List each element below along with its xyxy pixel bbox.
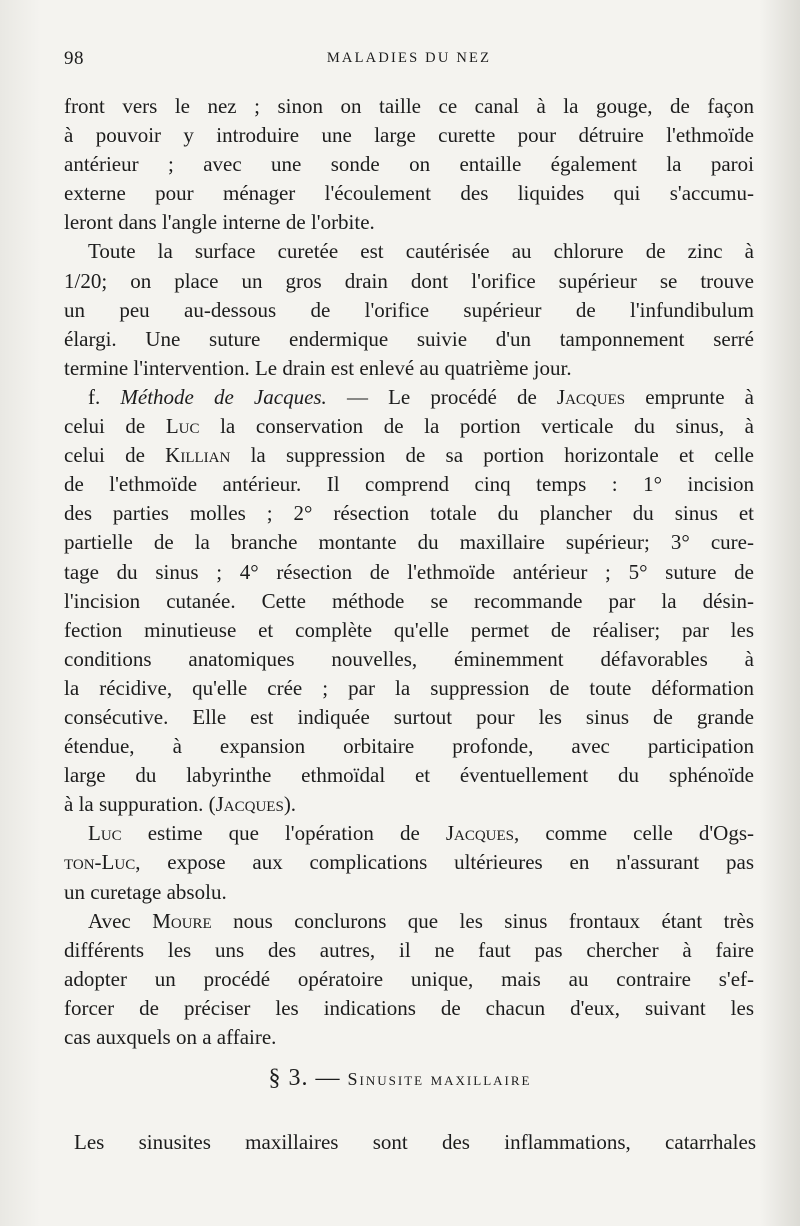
author-name: Killian <box>165 443 231 468</box>
text-span: la conservation de la portion verticale du sinus, à <box>199 414 754 439</box>
text-line: de l'ethmoïde antérieur. Il comprend cinq temps : 1° incision <box>64 472 754 497</box>
text-line: un peu au-dessous de l'orifice supérieur de l'infundibulum <box>64 297 754 322</box>
page-number: 98 <box>64 48 84 69</box>
section-number: § 3. — <box>268 1065 348 1091</box>
text-line <box>64 790 754 819</box>
text-line: partielle de la branche montante du maxillaire supérieur; 3° cure- <box>64 530 754 555</box>
author-name: Luc <box>88 821 122 846</box>
method-title: Méthode de Jacques. <box>120 384 327 409</box>
text-span: ). <box>283 792 297 817</box>
text-line: leront dans l'angle interne de l'orbite. <box>64 210 375 235</box>
text-line: adopter un procédé opératoire unique, mais au contraire s'ef- <box>64 966 754 991</box>
author-name: Luc <box>165 414 200 439</box>
text-span: celui de <box>64 414 166 439</box>
author-name: Moure <box>152 908 212 933</box>
text-line: à pouvoir y introduire une large curette pour détruire l'ethmoïde <box>64 123 754 148</box>
running-title: MALADIES DU NEZ <box>326 50 492 66</box>
text-line <box>64 383 754 412</box>
text-line <box>64 412 754 441</box>
text-span: , expose aux complications ultérieures en n'assurant pas <box>135 850 754 875</box>
text-line: termine l'intervention. Le drain est enlevé au quatrième jour. <box>64 355 572 380</box>
text-span: , comme celle d'Ogs- <box>514 821 754 846</box>
text-line: l'incision cutanée. Cette méthode se recommande par la désin- <box>64 588 754 613</box>
text-line <box>64 819 754 848</box>
text-line: élargi. Une suture endermique suivie d'un tamponnement serré <box>64 326 754 351</box>
text-span: — Le procédé de <box>326 384 557 409</box>
author-name: Jacques <box>445 821 515 846</box>
text-span: à la suppuration. ( <box>64 792 216 817</box>
text-line: consécutive. Elle est indiquée surtout pour les sinus de grande <box>64 704 754 729</box>
body-text-continued <box>74 1128 756 1157</box>
text-span: estime que l'opération de <box>121 821 446 846</box>
text-line: tage du sinus ; 4° résection de l'ethmoïde antérieur ; 5° suture de <box>64 559 754 584</box>
text-line: Toute la surface curetée est cautérisée au chlorure de zinc à <box>88 239 754 264</box>
author-name: Jacques <box>556 384 626 409</box>
text-line: forcer de préciser les indications de chacun d'eux, suivant les <box>64 995 754 1020</box>
text-line: cas auxquels on a affaire. <box>64 1025 277 1049</box>
text-line: des parties molles ; 2° résection totale du plancher du sinus et <box>64 501 754 526</box>
text-line: fection minutieuse et complète qu'elle permet de réaliser; par les <box>64 617 754 642</box>
author-name: ton-Luc <box>64 850 136 875</box>
text-line: conditions anatomiques nouvelles, éminemment défavorables à <box>64 646 754 671</box>
text-span: nous conclurons que les sinus frontaux étant très <box>211 908 755 933</box>
text-line: étendue, à expansion orbitaire profonde, avec participation <box>64 734 754 759</box>
text-line <box>64 848 754 877</box>
text-line: Les sinusites maxillaires sont des inflammations, catarrhales <box>74 1130 756 1154</box>
text-line <box>64 441 754 470</box>
text-span: celui de <box>64 443 166 468</box>
text-line: 1/20; on place un gros drain dont l'orifice supérieur se trouve <box>64 268 754 293</box>
text-span: la suppression de sa portion horizontale et celle <box>230 443 754 468</box>
list-marker: f. <box>88 384 121 409</box>
text-line: large du labyrinthe ethmoïdal et éventuellement du sphénoïde <box>64 763 754 788</box>
section-title: Sinusite maxillaire <box>347 1069 532 1089</box>
page-header <box>64 48 754 78</box>
text-line: antérieur ; avec une sonde on entaille également la paroi <box>64 152 754 177</box>
body-text <box>64 92 754 1052</box>
section-heading <box>0 1065 800 1092</box>
text-line: externe pour ménager l'écoulement des liquides qui s'accumu- <box>64 181 754 206</box>
author-name: Jacques <box>215 792 284 817</box>
text-line <box>64 907 754 936</box>
text-line: la récidive, qu'elle crée ; par la suppression de toute déformation <box>64 675 754 700</box>
text-span: emprunte à <box>625 384 754 409</box>
text-line: différents les uns des autres, il ne faut pas chercher à faire <box>64 937 754 962</box>
text-span: Avec <box>88 908 153 933</box>
text-line: un curetage absolu. <box>64 879 227 904</box>
text-line: front vers le nez ; sinon on taille ce canal à la gouge, de façon <box>64 94 754 118</box>
